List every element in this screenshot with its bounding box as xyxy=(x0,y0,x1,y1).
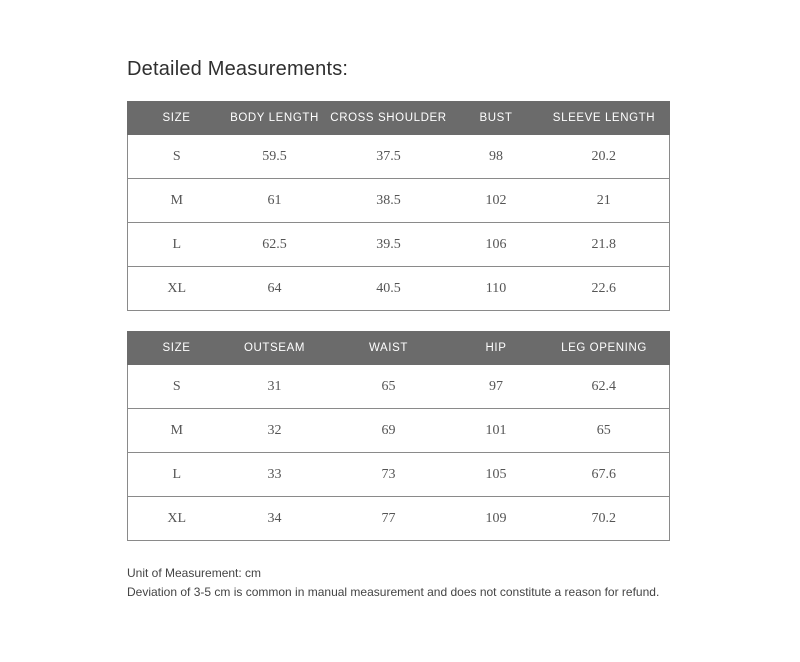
table-cell: XL xyxy=(128,267,226,311)
table-header-row xyxy=(128,102,670,135)
table-cell: 34 xyxy=(226,497,324,541)
table-cell: 62.4 xyxy=(539,365,670,409)
table-cell: 59.5 xyxy=(226,135,324,179)
table-cell: 32 xyxy=(226,409,324,453)
table-cell: 73 xyxy=(324,453,454,497)
deviation-note: Deviation of 3-5 cm is common in manual measurement and does not constitute a reason for refund. xyxy=(127,585,660,599)
table-cell: 64 xyxy=(226,267,324,311)
table-cell: XL xyxy=(128,497,226,541)
table-cell: 67.6 xyxy=(539,453,670,497)
table-header-row xyxy=(128,332,670,365)
table-cell: 31 xyxy=(226,365,324,409)
table-cell: 65 xyxy=(324,365,454,409)
table-cell: 97 xyxy=(454,365,539,409)
table-cell: 106 xyxy=(454,223,539,267)
column-header: SLEEVE LENGTH xyxy=(539,102,670,135)
table-cell: 69 xyxy=(324,409,454,453)
table-row xyxy=(128,179,670,223)
table-cell: 21.8 xyxy=(539,223,670,267)
table-cell: 110 xyxy=(454,267,539,311)
table-cell: 70.2 xyxy=(539,497,670,541)
table-cell: 20.2 xyxy=(539,135,670,179)
table-cell: 39.5 xyxy=(324,223,454,267)
column-header: WAIST xyxy=(324,332,454,365)
table-cell: L xyxy=(128,223,226,267)
table-cell: L xyxy=(128,453,226,497)
column-header: OUTSEAM xyxy=(226,332,324,365)
top-measurement-table xyxy=(127,101,670,311)
table-cell: 101 xyxy=(454,409,539,453)
table-cell: 33 xyxy=(226,453,324,497)
column-header: BODY LENGTH xyxy=(226,102,324,135)
table-row xyxy=(128,497,670,541)
table-cell: 109 xyxy=(454,497,539,541)
table-cell: 65 xyxy=(539,409,670,453)
page-title: Detailed Measurements: xyxy=(127,58,349,80)
column-header: SIZE xyxy=(128,102,226,135)
column-header: HIP xyxy=(454,332,539,365)
table-cell: 77 xyxy=(324,497,454,541)
unit-note: Unit of Measurement: cm xyxy=(127,566,262,580)
table-row xyxy=(128,453,670,497)
table-cell: 61 xyxy=(226,179,324,223)
table-cell: 102 xyxy=(454,179,539,223)
table-cell: 21 xyxy=(539,179,670,223)
table-row xyxy=(128,365,670,409)
table-cell: 38.5 xyxy=(324,179,454,223)
table-row xyxy=(128,223,670,267)
table-cell: 40.5 xyxy=(324,267,454,311)
column-header: BUST xyxy=(454,102,539,135)
table-cell: 105 xyxy=(454,453,539,497)
table-cell: 62.5 xyxy=(226,223,324,267)
table-cell: S xyxy=(128,365,226,409)
column-header: LEG OPENING xyxy=(539,332,670,365)
column-header: CROSS SHOULDER xyxy=(324,102,454,135)
column-header: SIZE xyxy=(128,332,226,365)
table-row xyxy=(128,267,670,311)
table-cell: M xyxy=(128,409,226,453)
table-cell: S xyxy=(128,135,226,179)
table-row xyxy=(128,409,670,453)
table-cell: M xyxy=(128,179,226,223)
table-cell: 98 xyxy=(454,135,539,179)
table-cell: 22.6 xyxy=(539,267,670,311)
bottom-measurement-table xyxy=(127,331,670,541)
table-row xyxy=(128,135,670,179)
table-cell: 37.5 xyxy=(324,135,454,179)
